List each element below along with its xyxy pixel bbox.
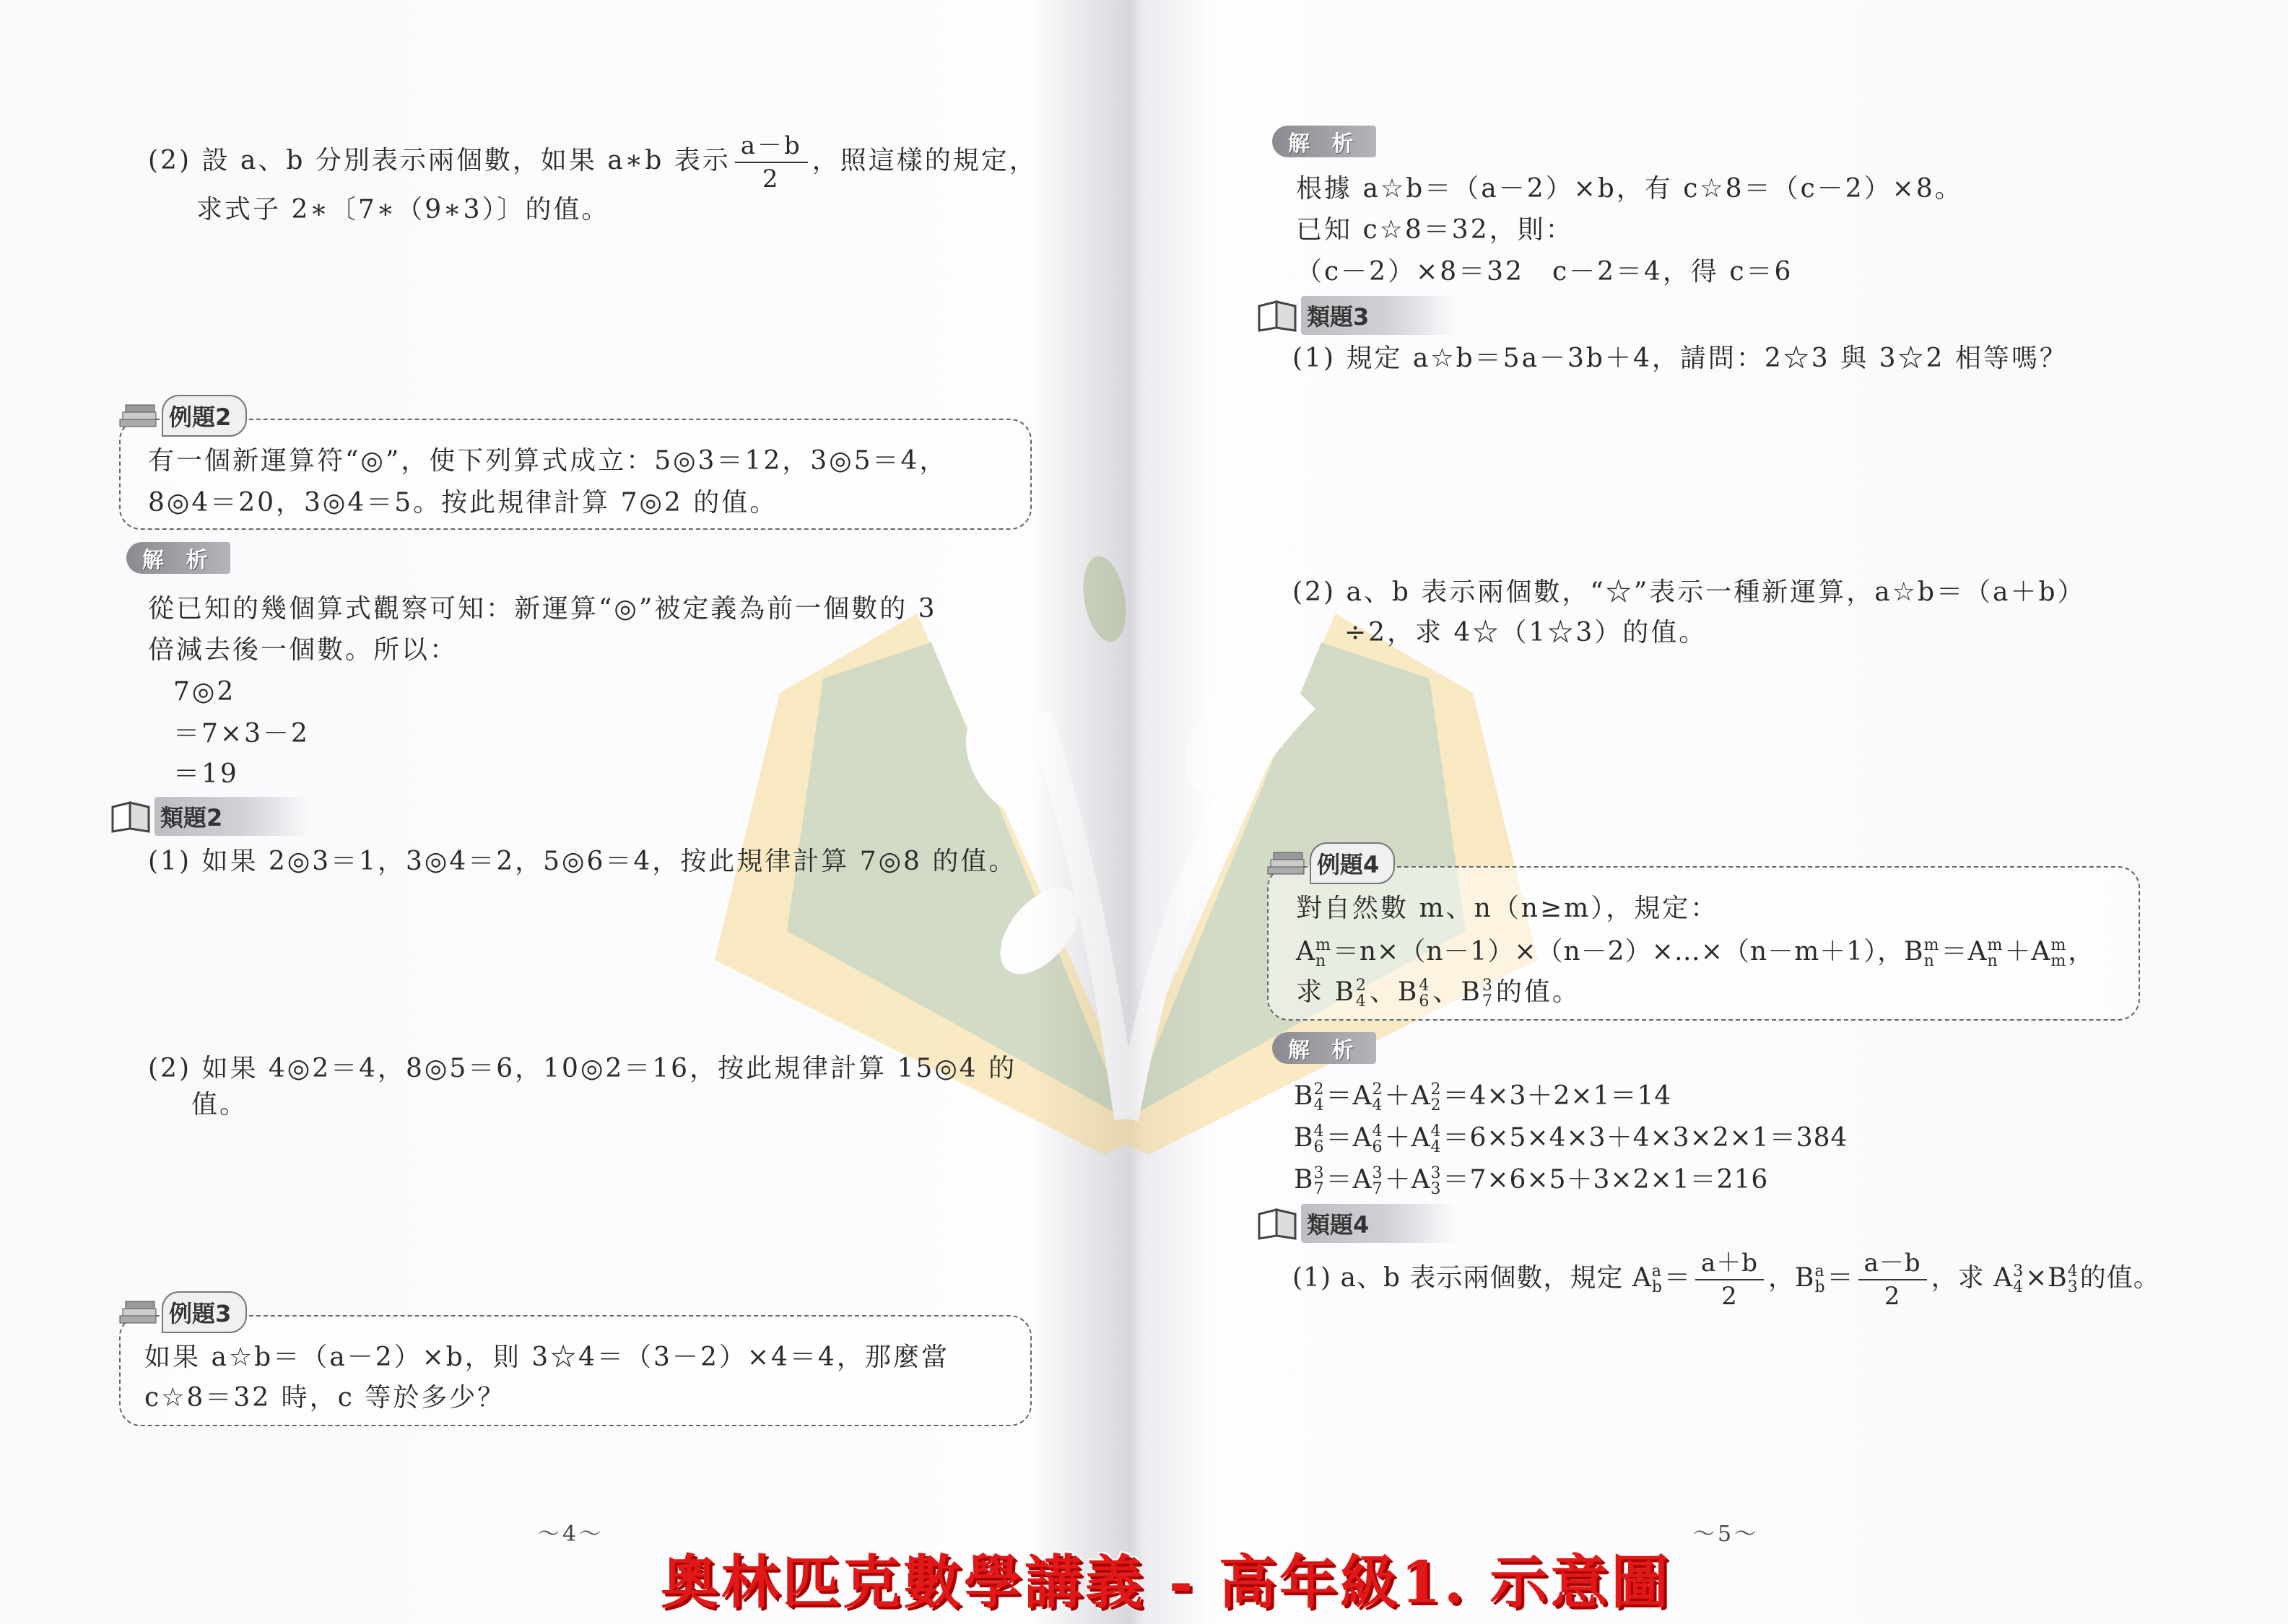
sample-banner: 奧林匹克數學講義 - 高年級1. 示意圖 — [661, 1548, 1672, 1616]
left-q2-line2: 求式子 2∗〔7∗（9∗3）〕的值。 — [196, 195, 610, 224]
solution2-step2: ＝7×3－2 — [173, 719, 310, 748]
fraction: $\frac{a+b}{2}$ — [1695, 1247, 1764, 1312]
solution2-line1: 從已知的幾個算式觀察可知：新運算“◎”被定義為前一個數的 3 — [148, 594, 937, 624]
example4-line2: A m n ＝n×（n－1）×（n－2）×…×（n－m＋1），B m n ＝A m n ＋A m m ， — [1296, 936, 2095, 970]
example4-line3: 求 B 2 4 、B 4 6 、B 3 7 的值。 — [1296, 977, 1580, 1010]
fraction: $\frac{a-b}{2}$ — [1858, 1247, 1927, 1312]
solution2-step3: ＝19 — [173, 759, 239, 789]
solution-tag: 解 析 — [1272, 126, 1376, 157]
solution3-line3: （c－2）×8＝32 c－2＝4，得 c＝6 — [1296, 257, 1793, 287]
fraction: $\frac{a-b}{2}$ — [735, 130, 808, 195]
page-number-right: ～5～ — [1693, 1522, 1760, 1547]
solution4-row1: B 2 4 ＝A 2 4 ＋A 2 2 ＝4×3＋2×1＝14 — [1294, 1081, 1672, 1114]
book-icon — [1255, 299, 1301, 332]
similar3-tag: 類題3 — [1255, 299, 1456, 332]
solution4-row2: B 4 6 ＝A 4 6 ＋A 4 4 ＝6×5×4×3＋4×3×2×1＝384 — [1294, 1122, 1848, 1156]
solution3-line2: 已知 c☆8＝32，則： — [1296, 215, 1574, 245]
similar2-q1: (1) 如果 2◎3＝1，3◎4＝2，5◎6＝4，按此規律計算 7◎8 的值。 — [148, 847, 1017, 876]
similar2-q2-line1: (2) 如果 4◎2＝4，8◎5＝6，10◎2＝16，按此規律計算 15◎4 的 — [148, 1054, 1017, 1083]
similar3-q1: (1) 規定 a☆b＝5a－3b＋4，請問：2☆3 與 3☆2 相等嗎？ — [1292, 344, 2068, 373]
solution2-step1: 7◎2 — [173, 677, 236, 707]
left-q2-line1: (2) 設 a、b 分別表示兩個數，如果 a∗b 表示 $\frac{a-b}{2}$ ，照這樣的規定， — [148, 131, 1038, 193]
example4-line1: 對自然數 m、n（n≥m），規定： — [1296, 894, 1719, 923]
books-icon — [116, 399, 162, 432]
solution2-line2: 倍減去後一個數。所以： — [148, 635, 458, 665]
similar3-q2-line2: ÷2，求 4☆（1☆3）的值。 — [1344, 618, 1708, 647]
solution3-line1: 根據 a☆b＝（a－2）×b，有 c☆8＝（c－2）×8。 — [1296, 174, 1963, 204]
solution-tag: 解 析 — [1272, 1032, 1376, 1064]
book-icon — [108, 800, 155, 833]
similar4-tag: 類題4 — [1255, 1207, 1456, 1240]
similar2-q2-line2: 值。 — [191, 1090, 248, 1119]
similar3-q2-line1: (2) a、b 表示兩個數，“☆”表示一種新運算，a☆b＝（a＋b） — [1292, 577, 2086, 607]
book-icon — [1255, 1207, 1301, 1240]
example3-line2: c☆8＝32 時，c 等於多少？ — [144, 1383, 506, 1413]
books-icon — [1263, 847, 1310, 880]
similar4-q1: (1) a、b 表示兩個數，規定 A a b ＝ $\frac{a+b}{2}$ ，B a b ＝ $\frac{a-b}{2}$ ，求 A 3 4 ×B 4 3 的值。 — [1292, 1249, 2160, 1311]
example3-line1: 如果 a☆b＝（a－2）×b，則 3☆4＝（3－2）×4＝4，那麼當 — [144, 1343, 949, 1372]
page-number-left: ～4～ — [538, 1522, 604, 1547]
example2-tag: 例題2 — [116, 399, 247, 432]
similar2-tag: 類題2 — [108, 800, 309, 833]
example2-line1: 有一個新運算符“◎”，使下列算式成立：5◎3＝12，3◎5＝4， — [148, 446, 948, 476]
solution-tag: 解 析 — [126, 542, 230, 574]
example3-tag: 例題3 — [116, 1296, 247, 1329]
example2-line2: 8◎4＝20，3◎4＝5。按此規律計算 7◎2 的值。 — [148, 488, 778, 518]
example4-tag: 例題4 — [1263, 847, 1395, 880]
solution4-row3: B 3 7 ＝A 3 7 ＋A 3 3 ＝7×6×5＋3×2×1＝216 — [1294, 1164, 1769, 1198]
books-icon — [116, 1296, 162, 1329]
